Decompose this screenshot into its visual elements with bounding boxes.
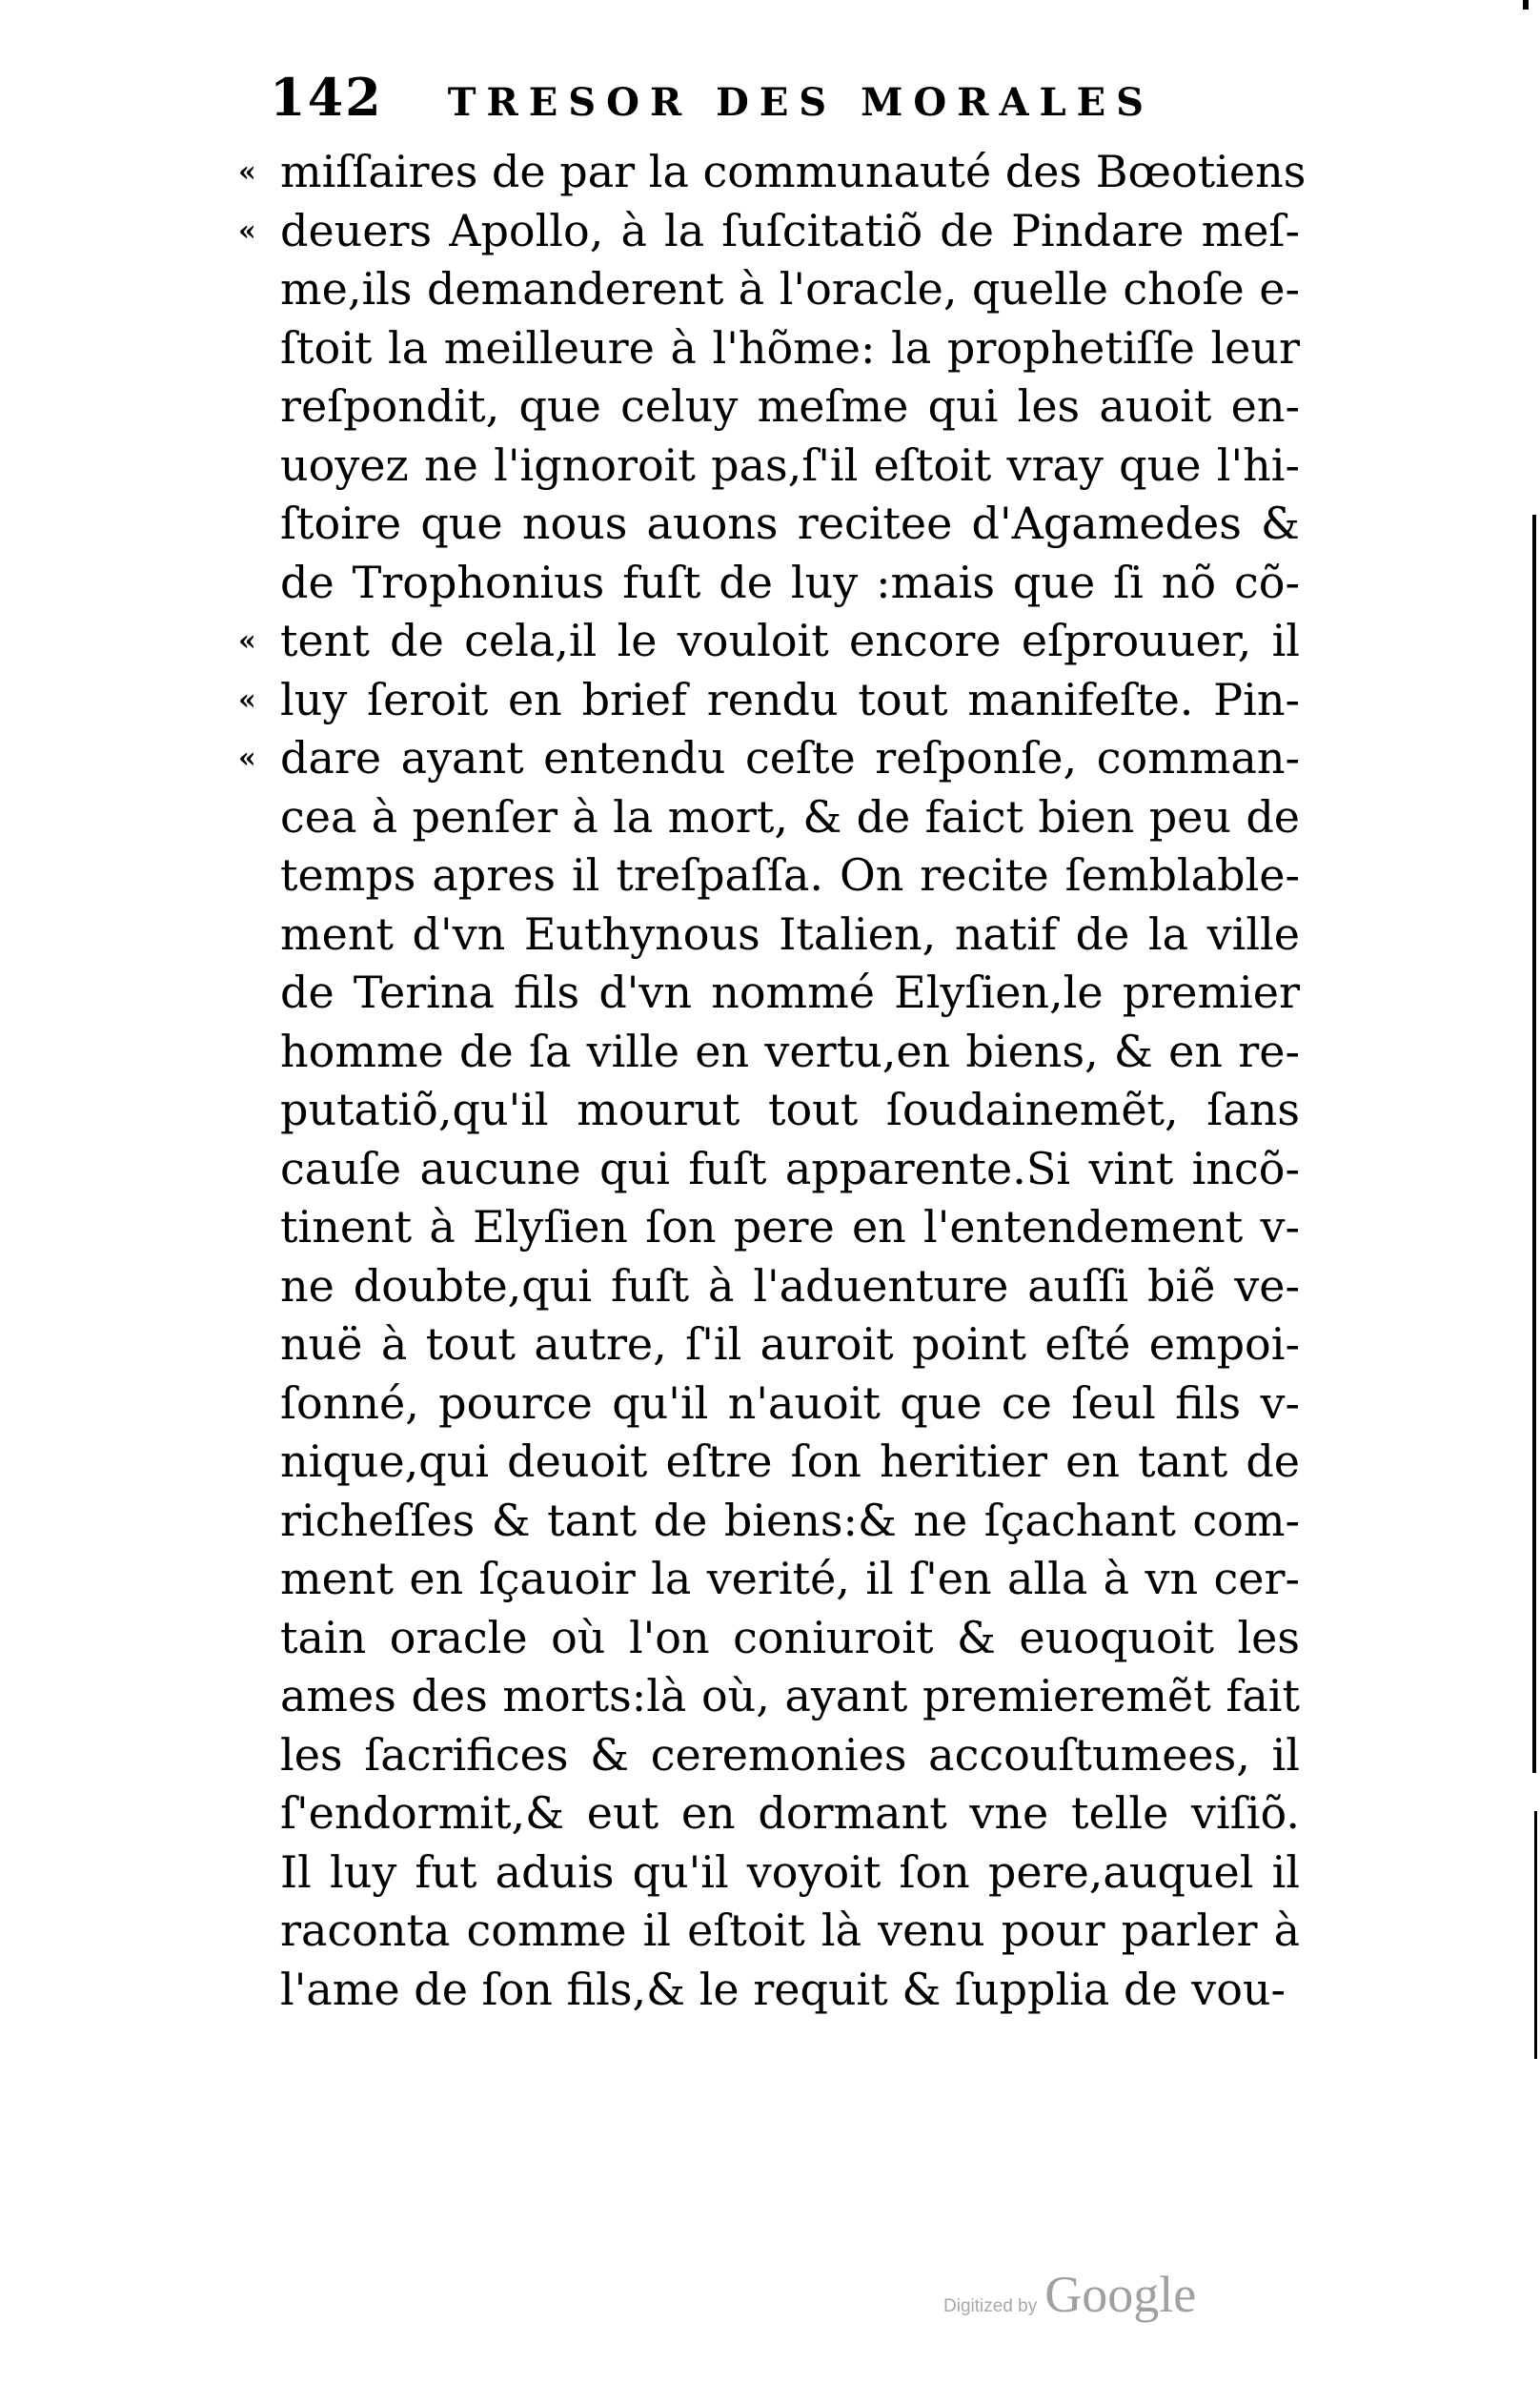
text-line	[280, 1843, 1300, 1903]
page-edge-mark	[1532, 515, 1536, 1773]
line-text: Il luy fut aduis qu'il voyoit ſon pere,auquel il	[280, 1845, 1300, 1898]
body-text	[238, 143, 1307, 2019]
page-edge-mark	[1534, 1811, 1537, 2059]
marginal-quote-mark: «	[238, 214, 256, 248]
line-text: l'ame de ſon fils,& le requit & ſupplia de vou-	[280, 1963, 1287, 2015]
text-line	[280, 1375, 1300, 1434]
line-text: raconta comme il eſtoit là venu pour parler à	[280, 1904, 1300, 1956]
text-line	[280, 1315, 1300, 1375]
line-text: uoyez ne l'ignoroit pas,ſ'il eſtoit vray que l'hi-	[280, 438, 1300, 491]
text-line	[280, 906, 1300, 965]
text-line	[280, 377, 1300, 437]
text-line	[280, 1902, 1300, 1961]
line-text: dare ayant entendu ceſte reſponſe, comman-	[280, 732, 1300, 784]
marginal-quote-mark: «	[238, 682, 256, 717]
text-line	[280, 319, 1300, 378]
text-line	[280, 1550, 1300, 1609]
line-text: ne doubte,qui fuſt à l'aduenture auſſi biẽ ve-	[280, 1259, 1300, 1312]
marginal-quote-mark: «	[238, 742, 256, 775]
text-line	[280, 1726, 1300, 1785]
line-text: ſtoit la meilleure à l'hõme: la prophetiſſe leur	[280, 321, 1300, 374]
line-text: ment en ſçauoir la verité, il ſ'en alla à vn cer-	[280, 1553, 1300, 1604]
line-text: luy ſeroit en brief rendu tout manifeſte. Pin-	[280, 673, 1300, 725]
line-text: reſpondit, que celuy meſme qui les auoit en-	[280, 380, 1300, 432]
line-text: tain oracle où l'on coniuroit & euoquoit les	[280, 1611, 1300, 1663]
marginal-quote-mark: «	[238, 155, 256, 189]
text-line	[280, 788, 1300, 847]
text-line	[280, 1433, 1300, 1492]
line-text: cauſe aucune qui fuſt apparente.Si vint incõ-	[280, 1142, 1300, 1194]
text-line	[280, 554, 1300, 613]
digitized-by-google-watermark	[943, 2265, 1196, 2324]
text-line	[280, 1257, 1300, 1316]
line-text: deuers Apollo, à la ſuſcitatiõ de Pindare meſ-	[280, 204, 1300, 256]
text-line	[280, 1784, 1300, 1843]
text-line	[280, 1140, 1300, 1199]
google-logo: Google	[1044, 2266, 1197, 2323]
text-line	[238, 729, 1300, 788]
page-edge-mark	[1523, 0, 1529, 10]
running-title: TRESOR DES MORALES	[447, 80, 1155, 125]
line-text: les ſacrifices & ceremonies accouſtumees, il	[280, 1728, 1300, 1781]
line-text: nique,qui deuoit eſtre ſon heritier en tant de	[280, 1436, 1300, 1487]
text-line	[238, 202, 1300, 261]
line-text: richeſſes & tant de biens:& ne ſçachant com-	[280, 1494, 1300, 1546]
text-line	[280, 437, 1300, 496]
text-line	[238, 612, 1300, 671]
line-text: miſſaires de par la communauté des Bœotiens	[280, 146, 1307, 197]
text-line	[238, 671, 1300, 730]
line-text: ſtoire que nous auons recitee d'Agamedes &	[280, 498, 1300, 549]
line-text: temps apres il treſpaſſa. On recite ſemblable-	[280, 849, 1300, 901]
text-line	[280, 1961, 1300, 2020]
text-line	[280, 1023, 1300, 1082]
page-number: 142	[270, 67, 383, 128]
text-line	[280, 260, 1300, 319]
text-line	[280, 1609, 1300, 1668]
line-text: nuë à tout autre, ſ'il auroit point eſté empoi-	[280, 1318, 1300, 1370]
line-text: ſ'endormit,& eut en dormant vne telle viſiõ.	[280, 1787, 1300, 1839]
line-text: tinent à Elyſien ſon pere en l'entendement v-	[280, 1201, 1300, 1253]
digitized-by-label: Digitized by	[943, 2296, 1038, 2316]
line-text: ſonné, pource qu'il n'auoit que ce ſeul fils v-	[280, 1376, 1300, 1429]
line-text: me,ils demanderent à l'oracle, quelle choſe e-	[280, 263, 1300, 315]
line-text: ames des morts:là où, ayant premieremẽt fait	[280, 1670, 1300, 1721]
line-text: putatiõ,qu'il mourut tout ſoudainemẽt, ſans	[280, 1084, 1300, 1135]
line-text: homme de ſa ville en vertu,en biens, & en re-	[280, 1025, 1300, 1077]
text-line	[280, 846, 1300, 906]
line-text: de Trophonius fuſt de luy :mais que ſi nõ cõ-	[280, 556, 1300, 608]
text-line	[280, 1198, 1300, 1257]
line-text: de Terina fils d'vn nommé Elyſien,le premier	[280, 967, 1300, 1018]
text-line	[280, 964, 1300, 1023]
text-line	[238, 143, 1307, 202]
marginal-quote-mark: «	[238, 624, 256, 658]
text-line	[280, 495, 1300, 554]
text-line	[280, 1081, 1300, 1140]
line-text: cea à penſer à la mort, & de faict bien peu de	[280, 790, 1300, 843]
line-text: tent de cela,il le vouloit encore eſprouuer, il	[280, 615, 1300, 666]
page-header	[270, 67, 1299, 133]
text-line	[280, 1667, 1300, 1726]
text-line	[280, 1492, 1300, 1551]
line-text: ment d'vn Euthynous Italien, natif de la ville	[280, 907, 1300, 960]
